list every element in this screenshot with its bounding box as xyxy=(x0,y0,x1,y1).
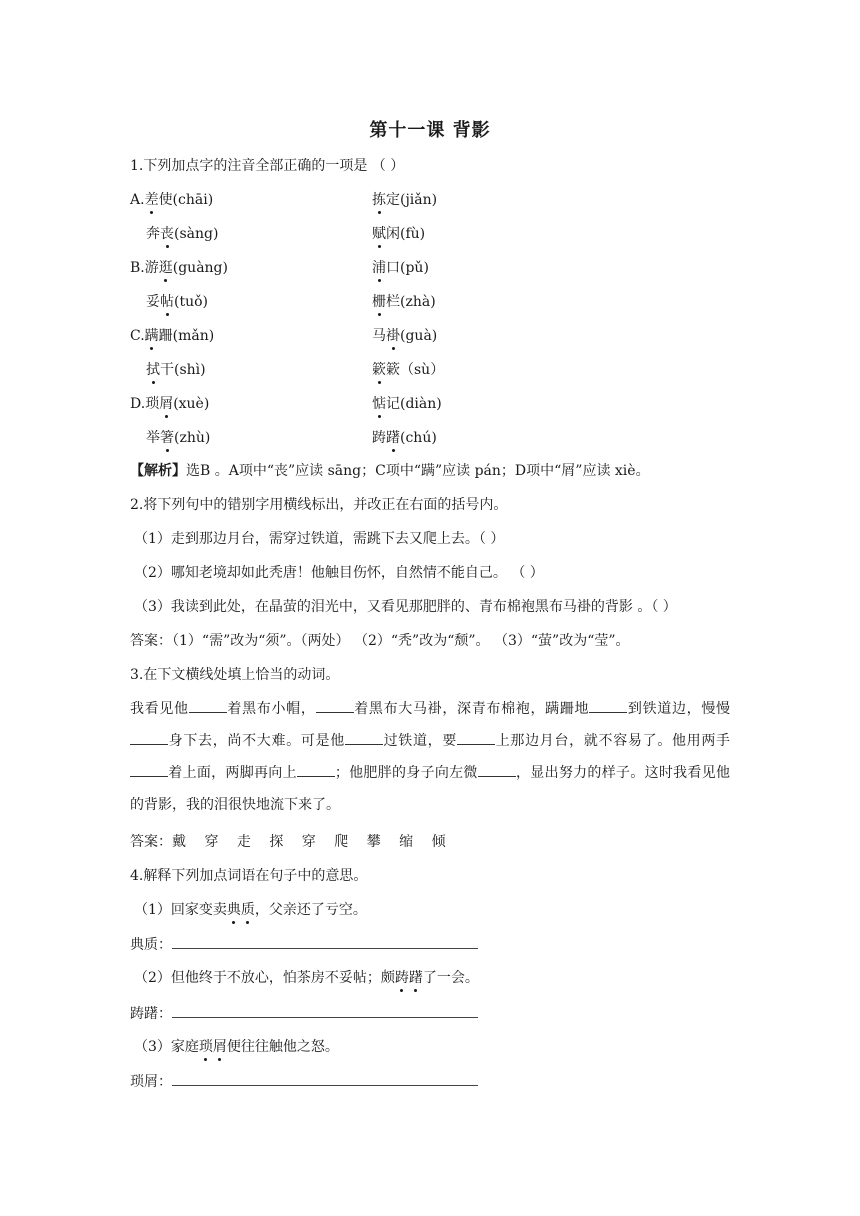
option-word: 妥帖(tuǒ) xyxy=(146,294,208,310)
q3-answer: 答案：戴 穿 走 探 穿 爬 攀 缩 倾 xyxy=(130,834,446,850)
option-label: B. xyxy=(130,260,145,276)
fill-blank[interactable] xyxy=(130,730,168,745)
fill-blank[interactable] xyxy=(589,698,627,713)
q1-stem: 1.下列加点字的注音全部正确的一项是 （ ） xyxy=(130,158,405,174)
option-word: 奔丧(sàng) xyxy=(146,226,219,242)
answer-line[interactable] xyxy=(172,1071,478,1086)
option-label: A. xyxy=(130,192,145,208)
analysis-text: 选B 。A项中“丧”应读 sāng；C项中“蹒”应读 pán；D项中“屑”应读 xiè。 xyxy=(186,463,650,479)
option-word: 栅栏(zhà) xyxy=(372,294,436,310)
option-word: 举箸(zhù) xyxy=(146,430,211,446)
q2-stem: 2.将下列句中的错别字用横线标出，并改正在右面的括号内。 xyxy=(130,497,508,513)
fill-blank[interactable] xyxy=(189,698,227,713)
dotted-term: 琐屑 xyxy=(198,1039,227,1055)
option-word: D.琐屑(xuè) xyxy=(130,396,210,412)
fill-blank[interactable] xyxy=(457,730,495,745)
q4-answer-line-1: 典质： xyxy=(130,934,478,955)
q1-analysis xyxy=(130,461,650,481)
option-label: D. xyxy=(130,396,146,412)
option-word: C.蹒跚(mǎn) xyxy=(130,328,215,344)
q4-answer-line-3: 琐屑： xyxy=(130,1071,478,1092)
q4-sentence-1: （1）回家变卖典质，父亲还了亏空。 xyxy=(134,902,367,918)
q3-passage: 我看见他 着黑布小帽， 着黑布大马褂，深青布棉袍，蹒跚地 到铁道边，慢慢身下去，尚不大难。可是他 过铁道，要 上那边月台，就不容易了。他用两手着上面，两脚再向上 ；他肥胖的身子向左微 ，显出努力的样子。这时我看见他的背影，我的泪很快地流下来了。 xyxy=(130,693,730,821)
option-word: 惦记(diàn) xyxy=(372,396,442,412)
option-word: B.游逛(guàng) xyxy=(130,260,228,276)
q4-sentence-3: （3）家庭琐屑便往往触他之怒。 xyxy=(134,1039,339,1055)
q3-stem: 3.在下文横线处填上恰当的动词。 xyxy=(130,667,340,683)
option-word: 马褂(guà) xyxy=(372,328,438,344)
fill-blank[interactable] xyxy=(478,762,516,777)
q4-sentence-2: （2）但他终于不放心，怕茶房不妥帖；颇踌躇了一会。 xyxy=(134,970,479,986)
page-title: 第十一课 背影 xyxy=(369,120,491,141)
option-word: 拭干(shì) xyxy=(146,362,206,378)
option-word: 簌簌（sù） xyxy=(372,362,445,378)
q2-item-1: （1）走到那边月台，需穿过铁道，需跳下去又爬上去。（ ） xyxy=(134,531,505,547)
q2-item-3: （3）我读到此处，在晶萤的泪光中，又看见那肥胖的、青布棉袍黑布马褂的背影 。（ ） xyxy=(134,599,677,615)
option-word: 踌躇(chú) xyxy=(372,430,437,446)
q4-stem: 4.解释下列加点词语在句子中的意思。 xyxy=(130,868,368,884)
option-word: A.差使(chāi) xyxy=(130,192,214,208)
q2-item-2: （2）哪知老境却如此秃唐！他触目伤怀，自然情不能自己。 （ ） xyxy=(134,565,544,581)
fill-blank[interactable] xyxy=(130,762,168,777)
q2-answer: 答案：（1）“需”改为“须”。（两处） （2）“秃”改为“颓”。 （3）“萤”改为“莹”。 xyxy=(130,633,630,649)
option-word: 赋闲(fù) xyxy=(372,226,426,242)
option-word: 浦口(pǔ) xyxy=(372,260,429,276)
answer-line[interactable] xyxy=(172,1003,478,1018)
option-label: C. xyxy=(130,328,145,344)
fill-blank[interactable] xyxy=(345,730,383,745)
analysis-tag: 【解析】 xyxy=(130,463,186,479)
fill-blank[interactable] xyxy=(297,762,335,777)
option-word: 拣定(jiǎn) xyxy=(372,192,438,208)
q4-answer-line-2: 踌躇： xyxy=(130,1003,478,1024)
fill-blank[interactable] xyxy=(316,698,354,713)
answer-line[interactable] xyxy=(172,934,478,949)
dotted-term: 踌躇 xyxy=(394,970,423,986)
dotted-term: 典质 xyxy=(226,902,255,918)
